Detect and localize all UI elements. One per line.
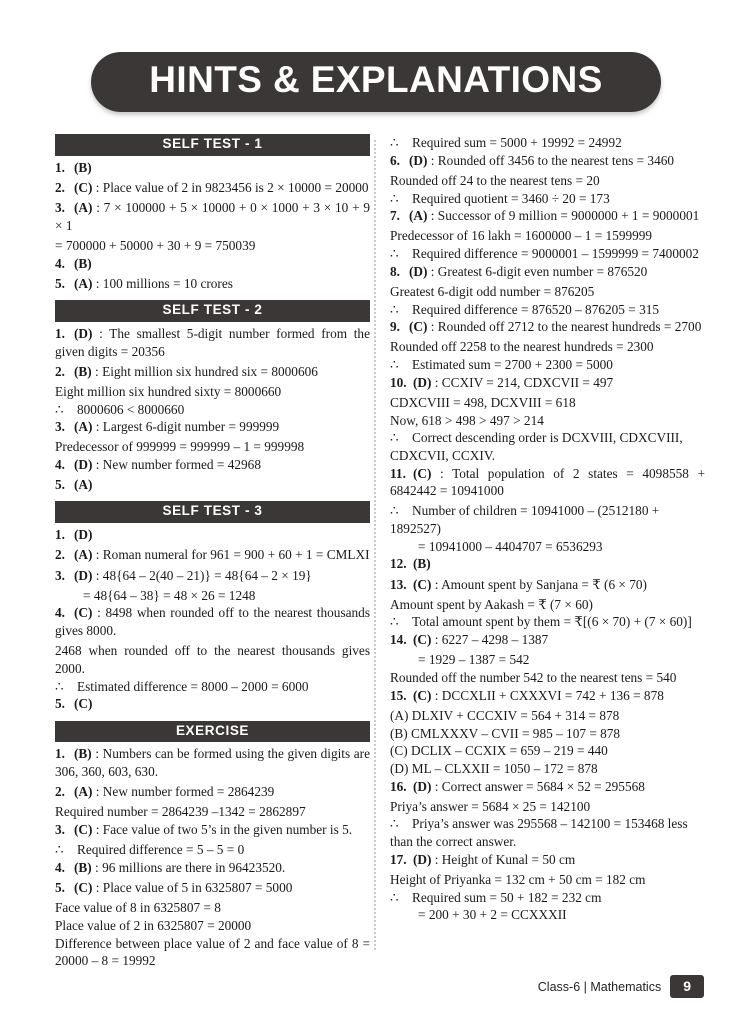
therefore-text: Required difference = 9000001 – 1599999 = 7400002 — [412, 246, 699, 262]
item-option: (D) — [409, 263, 428, 279]
item-option: (C) — [74, 880, 93, 896]
item-option: (D) — [409, 152, 428, 168]
therefore-symbol: ∴ — [390, 430, 399, 446]
item-option: (A) — [74, 477, 93, 493]
item-option: (C) — [74, 180, 93, 196]
item-text: : Rounded off 3456 to the nearest tens = 3460 — [427, 152, 675, 168]
item-option: (B) — [74, 159, 92, 175]
item-text: : Roman numeral for 961 = 900 + 60 + 1 = CMLXI — [92, 547, 370, 563]
item-number: 13. — [390, 576, 407, 592]
continuation-line: = 700000 + 50000 + 30 + 9 = 750039 — [55, 238, 256, 254]
therefore-line — [390, 429, 705, 464]
therefore-symbol: ∴ — [390, 357, 399, 373]
continuation-line: 2468 when rounded off to the nearest thousands gives 2000. — [55, 643, 370, 676]
item-number: 1. — [55, 527, 65, 543]
item-option: (C) — [409, 319, 428, 335]
item-option: (A) — [74, 200, 93, 216]
item-number: 3. — [55, 822, 65, 838]
item-number: 5. — [55, 275, 65, 291]
answer-item — [55, 275, 370, 293]
therefore-text: Total amount spent by them = ₹[(6 × 70) + (7 × 60)] — [412, 614, 692, 630]
item-option: (D) — [74, 457, 93, 473]
item-option: (C) — [413, 687, 432, 703]
therefore-text: Correct descending order is DCXVIII, CDXCVIII, CDXCVII, CCXIV. — [390, 430, 683, 463]
item-text: : 100 millions = 10 crores — [92, 275, 233, 291]
item-text: : New number formed = 42968 — [92, 457, 261, 473]
therefore-text: Priya’s answer was 295568 – 142100 = 153468 less than the correct answer. — [390, 816, 688, 850]
answer-item — [390, 555, 705, 573]
item-text: : Place value of 5 in 6325807 = 5000 — [92, 880, 293, 896]
continuation-line: Height of Priyanka = 132 cm + 50 cm = 182 cm — [390, 871, 646, 887]
item-option: (A) — [74, 784, 93, 800]
answer-item — [390, 631, 705, 649]
page-number-badge: 9 — [670, 975, 704, 998]
item-number: 4. — [55, 457, 65, 473]
continuation-line: Rounded off 24 to the nearest tens = 20 — [390, 172, 600, 188]
item-option: (B) — [74, 859, 92, 875]
continuation-line: Priya’s answer = 5684 × 25 = 142100 — [390, 798, 591, 814]
therefore-line — [390, 301, 705, 319]
therefore-text: Required sum = 5000 + 19992 = 24992 — [412, 135, 622, 150]
item-number: 1. — [55, 325, 65, 341]
continuation-line: Rounded off 2258 to the nearest hundreds = 2300 — [390, 339, 654, 355]
item-number: 10. — [390, 374, 407, 390]
item-text: : New number formed = 2864239 — [92, 784, 275, 800]
item-text: : 7 × 100000 + 5 × 10000 + 0 × 1000 + 3 × 10 + 9 × 1 — [55, 200, 370, 233]
answer-item — [55, 783, 370, 801]
therefore-symbol: ∴ — [390, 301, 399, 317]
continuation-line: Eight million six hundred sixty = 8000660 — [55, 383, 282, 399]
item-number: 2. — [55, 363, 65, 379]
item-text: : Height of Kunal = 50 cm — [431, 851, 576, 867]
continuation-line: CDXCVIII = 498, DCXVIII = 618 — [390, 394, 576, 410]
item-number: 12. — [390, 556, 407, 572]
continuation-indented-line: = 1929 – 1387 = 542 — [418, 652, 530, 668]
answer-item — [390, 687, 705, 705]
item-number: 2. — [55, 180, 65, 196]
continuation-line: Predecessor of 999999 = 999999 – 1 = 999998 — [55, 439, 305, 455]
item-text: : 48{64 – 2(40 – 21)} = 48{64 – 2 × 19} — [92, 567, 312, 583]
item-text: : Eight million six hundred six = 8000606 — [91, 363, 318, 379]
continuation-line: Amount spent by Aakash = ₹ (7 × 60) — [390, 596, 593, 612]
answer-item — [55, 526, 370, 544]
answer-item — [55, 859, 370, 877]
therefore-text: Required quotient = 3460 ÷ 20 = 173 — [412, 190, 610, 206]
answer-item — [390, 207, 705, 225]
answer-item — [55, 255, 370, 273]
section-heading: SELF TEST - 1 — [55, 134, 370, 156]
continuation-line: (A) DLXIV + CCCXIV = 564 + 314 = 878 — [390, 707, 620, 723]
therefore-line — [55, 401, 370, 419]
answer-item — [390, 576, 705, 594]
item-text: : Place value of 2 in 9823456 is 2 × 10000 = 20000 — [92, 180, 369, 196]
item-text: : Greatest 6-digit even number = 876520 — [427, 263, 648, 279]
item-text: : 96 millions are there in 96423520. — [91, 859, 286, 875]
item-number: 3. — [55, 200, 65, 216]
item-number: 15. — [390, 687, 407, 703]
answer-item — [55, 567, 370, 585]
therefore-symbol: ∴ — [390, 816, 399, 832]
continuation-line: Place value of 2 in 6325807 = 20000 — [55, 917, 252, 933]
continuation-line: Predecessor of 16 lakh = 1600000 – 1 = 1599999 — [390, 228, 653, 244]
item-text: : Correct answer = 5684 × 52 = 295568 — [431, 778, 645, 794]
answer-item — [55, 418, 370, 436]
continuation-line: Difference between place value of 2 and face value of 8 = 20000 – 8 = 19992 — [55, 935, 370, 969]
therefore-line — [390, 134, 705, 152]
therefore-text: Estimated difference = 8000 – 2000 = 6000 — [77, 678, 309, 694]
item-number: 17. — [390, 851, 407, 867]
answer-item — [55, 695, 370, 713]
footer-label: Class-6 | Mathematics — [537, 979, 662, 994]
item-option: (B) — [74, 255, 92, 271]
item-option: (B) — [413, 556, 431, 572]
item-option: (B) — [74, 746, 92, 762]
item-text: : Largest 6-digit number = 999999 — [92, 419, 280, 435]
item-number: 7. — [390, 208, 400, 224]
item-option: (D) — [74, 527, 93, 543]
continuation-line: Now, 618 > 498 > 497 > 214 — [390, 412, 544, 428]
therefore-symbol: ∴ — [55, 401, 64, 417]
therefore-symbol: ∴ — [55, 842, 64, 858]
continuation-indented-line: = 10941000 – 4404707 = 6536293 — [418, 538, 603, 554]
item-number: 3. — [55, 567, 65, 583]
page-title-banner — [0, 52, 752, 112]
item-number: 5. — [55, 477, 65, 493]
item-option: (C) — [413, 465, 432, 481]
therefore-symbol: ∴ — [390, 889, 399, 905]
answer-item — [390, 778, 705, 796]
item-text: : Face value of two 5’s in the given number is 5. — [92, 822, 353, 838]
item-text: : Total population of 2 states = 4098558 + 6842442 = 10941000 — [390, 465, 705, 499]
answer-item — [390, 851, 705, 869]
therefore-line — [390, 502, 705, 537]
answer-item — [55, 179, 370, 197]
answer-item — [55, 456, 370, 474]
therefore-line — [390, 190, 705, 208]
item-option: (D) — [413, 374, 432, 390]
left-column — [55, 134, 370, 969]
therefore-symbol: ∴ — [390, 190, 399, 206]
right-column — [390, 134, 705, 944]
therefore-text: Required sum = 50 + 182 = 232 cm — [412, 889, 602, 905]
item-option: (D) — [74, 325, 93, 341]
item-number: 2. — [55, 547, 65, 563]
item-text: : Rounded off 2712 to the nearest hundreds = 2700 — [427, 319, 702, 335]
item-text: : Amount spent by Sanjana = ₹ (6 × 70) — [431, 576, 647, 592]
answer-item — [55, 476, 370, 494]
section-heading: SELF TEST - 3 — [55, 501, 370, 523]
item-number: 4. — [55, 255, 65, 271]
therefore-text: 8000606 < 8000660 — [77, 401, 185, 417]
content-columns — [55, 134, 705, 969]
section-heading: EXERCISE — [55, 721, 370, 743]
item-number: 5. — [55, 880, 65, 896]
therefore-symbol: ∴ — [390, 135, 399, 150]
answer-item — [55, 159, 370, 177]
therefore-line — [390, 613, 705, 631]
therefore-line — [55, 678, 370, 696]
item-option: (D) — [413, 778, 432, 794]
item-number: 16. — [390, 778, 407, 794]
item-number: 14. — [390, 632, 407, 648]
item-option: (B) — [74, 363, 92, 379]
item-option: (D) — [413, 851, 432, 867]
item-number: 5. — [55, 696, 65, 712]
therefore-symbol: ∴ — [390, 503, 399, 519]
therefore-symbol: ∴ — [390, 614, 399, 630]
item-option: (C) — [413, 632, 432, 648]
item-option: (A) — [409, 208, 428, 224]
therefore-line — [390, 245, 705, 263]
item-text: : CCXIV = 214, CDXCVII = 497 — [431, 374, 614, 390]
page-title: HINTS & EXPLANATIONS — [91, 52, 660, 112]
item-text: : DCCXLII + CXXXVI = 742 + 136 = 878 — [431, 687, 664, 703]
item-number: 4. — [55, 605, 65, 621]
therefore-line — [55, 841, 370, 859]
item-number: 1. — [55, 159, 65, 175]
therefore-line — [390, 889, 705, 907]
therefore-text: Required difference = 5 – 5 = 0 — [77, 842, 245, 858]
therefore-text: Estimated sum = 2700 + 2300 = 5000 — [412, 357, 613, 373]
therefore-text: Number of children = 10941000 – (2512180 + 1892527) — [390, 503, 660, 537]
item-number: 1. — [55, 746, 65, 762]
item-number: 9. — [390, 319, 400, 335]
therefore-line — [390, 356, 705, 374]
answer-item — [390, 152, 705, 170]
therefore-symbol: ∴ — [390, 246, 399, 262]
item-option: (C) — [74, 696, 93, 712]
answer-item — [390, 374, 705, 392]
item-option: (D) — [74, 567, 93, 583]
continuation-line: Rounded off the number 542 to the nearest tens = 540 — [390, 669, 677, 685]
answer-item — [55, 879, 370, 897]
item-option: (C) — [74, 822, 93, 838]
item-text: : The smallest 5-digit number formed from the given digits = 20356 — [55, 325, 370, 359]
item-text: : 8498 when rounded off to the nearest thousands gives 8000. — [55, 605, 370, 639]
therefore-symbol: ∴ — [55, 678, 64, 694]
item-number: 3. — [55, 419, 65, 435]
answer-item — [55, 546, 370, 564]
continuation-indented-line: = 48{64 – 38} = 48 × 26 = 1248 — [83, 587, 256, 603]
item-text: : 6227 – 4298 – 1387 — [431, 632, 549, 648]
item-number: 11. — [390, 465, 406, 481]
continuation-line: (D) ML – CLXXII = 1050 – 172 = 878 — [390, 760, 598, 776]
therefore-line — [390, 815, 705, 850]
continuation-line: (C) DCLIX – CCXIX = 659 – 219 = 440 — [390, 743, 608, 759]
continuation-line: Greatest 6-digit odd number = 876205 — [390, 283, 595, 299]
item-option: (A) — [74, 547, 93, 563]
answer-item — [55, 821, 370, 839]
item-number: 2. — [55, 784, 65, 800]
answer-item — [55, 604, 370, 639]
item-text: : Successor of 9 million = 9000000 + 1 = 9000001 — [427, 208, 700, 224]
answer-item — [390, 263, 705, 281]
item-number: 6. — [390, 152, 400, 168]
item-option: (A) — [74, 275, 93, 291]
answer-item — [55, 745, 370, 780]
answer-item — [55, 199, 370, 234]
answer-item — [55, 325, 370, 360]
item-number: 8. — [390, 263, 400, 279]
item-option: (C) — [413, 576, 432, 592]
continuation-line: (B) CMLXXXV – CVII = 985 – 107 = 878 — [390, 725, 621, 741]
therefore-text: Required difference = 876520 – 876205 = 315 — [412, 301, 660, 317]
item-option: (C) — [74, 605, 93, 621]
answer-item — [390, 465, 705, 500]
continuation-indented-line: = 200 + 30 + 2 = CCXXXII — [418, 907, 567, 923]
item-option: (A) — [74, 419, 93, 435]
answer-item — [55, 363, 370, 381]
section-heading: SELF TEST - 2 — [55, 300, 370, 322]
continuation-line: Face value of 8 in 6325807 = 8 — [55, 900, 221, 916]
item-number: 4. — [55, 859, 65, 875]
page-footer — [538, 975, 704, 998]
item-text: : Numbers can be formed using the given digits are 306, 360, 603, 630. — [55, 746, 370, 780]
answer-item — [390, 318, 705, 336]
continuation-line: Required number = 2864239 –1342 = 2862897 — [55, 804, 306, 820]
